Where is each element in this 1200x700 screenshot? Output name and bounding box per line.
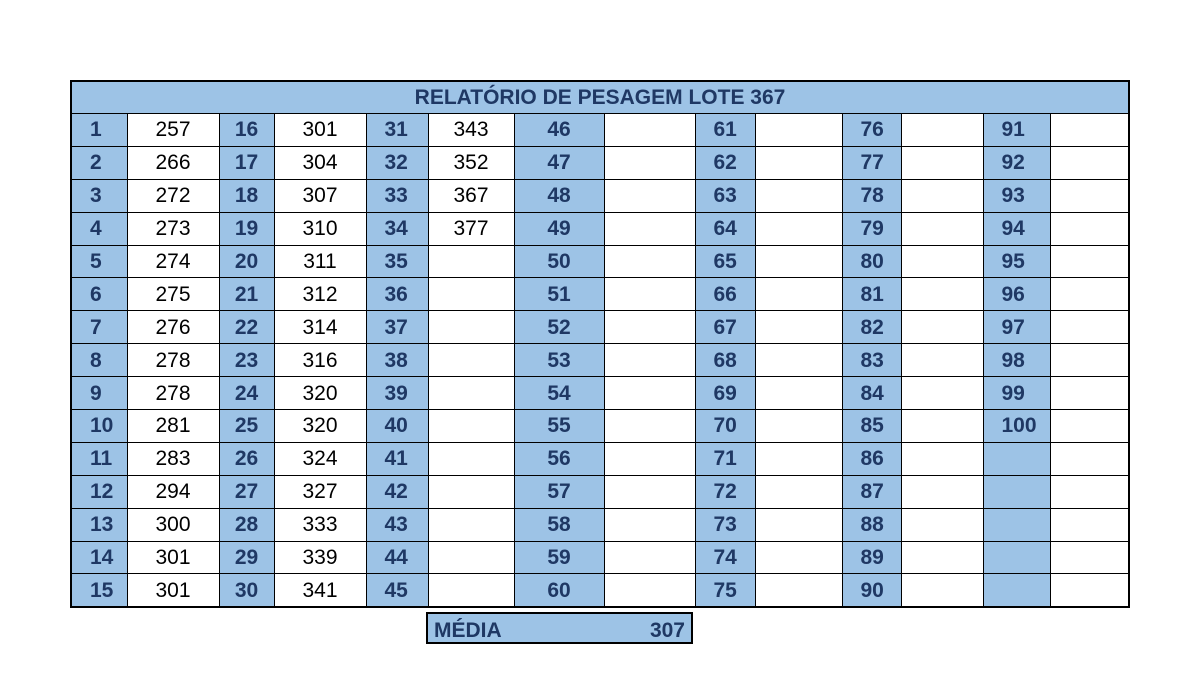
weight-cell: 320 bbox=[274, 377, 366, 410]
weight-cell bbox=[428, 541, 514, 574]
empty-number-cell bbox=[983, 574, 1050, 607]
empty-number-cell bbox=[983, 508, 1050, 541]
animal-number: 68 bbox=[695, 344, 755, 377]
animal-number: 71 bbox=[695, 442, 755, 475]
animal-number: 12 bbox=[71, 475, 127, 508]
weight-cell: 304 bbox=[274, 146, 366, 179]
animal-number: 2 bbox=[71, 146, 127, 179]
table-row bbox=[71, 541, 1129, 574]
weight-cell bbox=[1050, 114, 1129, 147]
weight-cell bbox=[901, 541, 983, 574]
animal-number: 48 bbox=[514, 179, 604, 212]
animal-number: 95 bbox=[983, 245, 1050, 278]
weight-cell bbox=[428, 278, 514, 311]
weight-cell bbox=[428, 311, 514, 344]
animal-number: 77 bbox=[842, 146, 901, 179]
weight-cell: 320 bbox=[274, 410, 366, 443]
animal-number: 17 bbox=[219, 146, 274, 179]
weight-cell bbox=[901, 179, 983, 212]
weight-cell bbox=[604, 574, 695, 607]
table-row bbox=[71, 574, 1129, 607]
animal-number: 15 bbox=[71, 574, 127, 607]
animal-number: 16 bbox=[219, 114, 274, 147]
animal-number: 3 bbox=[71, 179, 127, 212]
empty-number-cell bbox=[983, 475, 1050, 508]
weight-cell bbox=[901, 212, 983, 245]
weight-cell: 294 bbox=[127, 475, 219, 508]
weight-cell: 283 bbox=[127, 442, 219, 475]
average-box bbox=[426, 612, 693, 644]
empty-weight-cell bbox=[1050, 508, 1129, 541]
animal-number: 65 bbox=[695, 245, 755, 278]
weight-cell bbox=[428, 574, 514, 607]
animal-number: 21 bbox=[219, 278, 274, 311]
weight-cell bbox=[1050, 146, 1129, 179]
weight-cell bbox=[755, 114, 842, 147]
weight-cell bbox=[901, 114, 983, 147]
animal-number: 25 bbox=[219, 410, 274, 443]
animal-number: 42 bbox=[366, 475, 428, 508]
animal-number: 13 bbox=[71, 508, 127, 541]
weight-cell: 301 bbox=[274, 114, 366, 147]
animal-number: 27 bbox=[219, 475, 274, 508]
weight-cell: 327 bbox=[274, 475, 366, 508]
weight-cell bbox=[901, 410, 983, 443]
animal-number: 99 bbox=[983, 377, 1050, 410]
weight-cell bbox=[428, 475, 514, 508]
animal-number: 83 bbox=[842, 344, 901, 377]
animal-number: 94 bbox=[983, 212, 1050, 245]
weight-cell bbox=[1050, 179, 1129, 212]
weight-cell bbox=[755, 245, 842, 278]
table-row bbox=[71, 146, 1129, 179]
weight-cell bbox=[1050, 278, 1129, 311]
animal-number: 38 bbox=[366, 344, 428, 377]
weight-cell: 301 bbox=[127, 574, 219, 607]
weight-cell bbox=[901, 146, 983, 179]
table-row bbox=[71, 212, 1129, 245]
animal-number: 93 bbox=[983, 179, 1050, 212]
average-value: 307 bbox=[649, 619, 685, 642]
weight-cell bbox=[755, 344, 842, 377]
weight-cell bbox=[428, 377, 514, 410]
weight-cell bbox=[901, 508, 983, 541]
weight-cell: 324 bbox=[274, 442, 366, 475]
weight-cell: 307 bbox=[274, 179, 366, 212]
weight-cell bbox=[604, 245, 695, 278]
animal-number: 14 bbox=[71, 541, 127, 574]
animal-number: 53 bbox=[514, 344, 604, 377]
weight-cell bbox=[755, 311, 842, 344]
animal-number: 37 bbox=[366, 311, 428, 344]
weight-cell: 266 bbox=[127, 146, 219, 179]
empty-number-cell bbox=[983, 541, 1050, 574]
animal-number: 34 bbox=[366, 212, 428, 245]
animal-number: 52 bbox=[514, 311, 604, 344]
animal-number: 67 bbox=[695, 311, 755, 344]
animal-number: 32 bbox=[366, 146, 428, 179]
animal-number: 66 bbox=[695, 278, 755, 311]
animal-number: 26 bbox=[219, 442, 274, 475]
weight-cell: 257 bbox=[127, 114, 219, 147]
empty-weight-cell bbox=[1050, 442, 1129, 475]
animal-number: 19 bbox=[219, 212, 274, 245]
weight-cell: 316 bbox=[274, 344, 366, 377]
animal-number: 86 bbox=[842, 442, 901, 475]
weight-cell bbox=[604, 442, 695, 475]
weight-cell bbox=[604, 278, 695, 311]
animal-number: 56 bbox=[514, 442, 604, 475]
weight-cell bbox=[428, 508, 514, 541]
animal-number: 70 bbox=[695, 410, 755, 443]
animal-number: 33 bbox=[366, 179, 428, 212]
animal-number: 40 bbox=[366, 410, 428, 443]
table-row bbox=[71, 179, 1129, 212]
animal-number: 88 bbox=[842, 508, 901, 541]
weight-cell bbox=[755, 179, 842, 212]
animal-number: 22 bbox=[219, 311, 274, 344]
weight-cell: 278 bbox=[127, 377, 219, 410]
weight-cell bbox=[604, 212, 695, 245]
weight-cell bbox=[604, 475, 695, 508]
table-row bbox=[71, 508, 1129, 541]
empty-weight-cell bbox=[1050, 574, 1129, 607]
weight-cell: 310 bbox=[274, 212, 366, 245]
weight-cell bbox=[604, 377, 695, 410]
weight-cell bbox=[901, 475, 983, 508]
weight-cell bbox=[901, 442, 983, 475]
animal-number: 96 bbox=[983, 278, 1050, 311]
animal-number: 74 bbox=[695, 541, 755, 574]
animal-number: 28 bbox=[219, 508, 274, 541]
weight-cell bbox=[428, 344, 514, 377]
animal-number: 51 bbox=[514, 278, 604, 311]
animal-number: 55 bbox=[514, 410, 604, 443]
weight-cell bbox=[901, 377, 983, 410]
animal-number: 11 bbox=[71, 442, 127, 475]
animal-number: 24 bbox=[219, 377, 274, 410]
weight-cell bbox=[428, 245, 514, 278]
animal-number: 45 bbox=[366, 574, 428, 607]
animal-number: 100 bbox=[983, 410, 1050, 443]
weight-cell bbox=[1050, 410, 1129, 443]
weight-cell bbox=[755, 508, 842, 541]
weight-cell bbox=[428, 442, 514, 475]
weight-cell: 352 bbox=[428, 146, 514, 179]
animal-number: 41 bbox=[366, 442, 428, 475]
animal-number: 58 bbox=[514, 508, 604, 541]
weight-cell bbox=[755, 475, 842, 508]
weight-cell bbox=[755, 377, 842, 410]
animal-number: 63 bbox=[695, 179, 755, 212]
animal-number: 98 bbox=[983, 344, 1050, 377]
animal-number: 46 bbox=[514, 114, 604, 147]
weight-cell: 281 bbox=[127, 410, 219, 443]
animal-number: 61 bbox=[695, 114, 755, 147]
empty-weight-cell bbox=[1050, 475, 1129, 508]
animal-number: 31 bbox=[366, 114, 428, 147]
weight-cell bbox=[755, 574, 842, 607]
animal-number: 43 bbox=[366, 508, 428, 541]
weight-cell bbox=[604, 179, 695, 212]
animal-number: 1 bbox=[71, 114, 127, 147]
weight-cell: 333 bbox=[274, 508, 366, 541]
animal-number: 6 bbox=[71, 278, 127, 311]
animal-number: 59 bbox=[514, 541, 604, 574]
empty-number-cell bbox=[983, 442, 1050, 475]
animal-number: 5 bbox=[71, 245, 127, 278]
weight-cell bbox=[604, 541, 695, 574]
table-row bbox=[71, 311, 1129, 344]
weight-cell bbox=[755, 541, 842, 574]
table-row bbox=[71, 114, 1129, 147]
animal-number: 69 bbox=[695, 377, 755, 410]
table-row bbox=[71, 344, 1129, 377]
animal-number: 60 bbox=[514, 574, 604, 607]
weight-cell: 300 bbox=[127, 508, 219, 541]
average-label: MÉDIA bbox=[434, 619, 502, 642]
table-row bbox=[71, 278, 1129, 311]
animal-number: 85 bbox=[842, 410, 901, 443]
weight-cell bbox=[755, 278, 842, 311]
animal-number: 75 bbox=[695, 574, 755, 607]
weight-cell bbox=[1050, 311, 1129, 344]
animal-number: 44 bbox=[366, 541, 428, 574]
table-row bbox=[71, 475, 1129, 508]
weight-cell bbox=[901, 245, 983, 278]
animal-number: 18 bbox=[219, 179, 274, 212]
table-row bbox=[71, 442, 1129, 475]
animal-number: 82 bbox=[842, 311, 901, 344]
weight-cell: 343 bbox=[428, 114, 514, 147]
weight-cell: 273 bbox=[127, 212, 219, 245]
weight-cell: 274 bbox=[127, 245, 219, 278]
weight-cell: 272 bbox=[127, 179, 219, 212]
report-title: RELATÓRIO DE PESAGEM LOTE 367 bbox=[71, 81, 1129, 114]
weight-cell bbox=[604, 410, 695, 443]
weight-cell bbox=[1050, 344, 1129, 377]
animal-number: 47 bbox=[514, 146, 604, 179]
animal-number: 9 bbox=[71, 377, 127, 410]
animal-number: 81 bbox=[842, 278, 901, 311]
weight-cell: 341 bbox=[274, 574, 366, 607]
animal-number: 29 bbox=[219, 541, 274, 574]
animal-number: 36 bbox=[366, 278, 428, 311]
table-row bbox=[71, 377, 1129, 410]
weight-cell bbox=[901, 278, 983, 311]
weight-cell: 339 bbox=[274, 541, 366, 574]
weight-cell bbox=[1050, 212, 1129, 245]
animal-number: 8 bbox=[71, 344, 127, 377]
animal-number: 64 bbox=[695, 212, 755, 245]
weight-cell: 312 bbox=[274, 278, 366, 311]
animal-number: 62 bbox=[695, 146, 755, 179]
weight-cell: 276 bbox=[127, 311, 219, 344]
animal-number: 90 bbox=[842, 574, 901, 607]
animal-number: 84 bbox=[842, 377, 901, 410]
weight-cell bbox=[1050, 377, 1129, 410]
weight-cell: 301 bbox=[127, 541, 219, 574]
animal-number: 72 bbox=[695, 475, 755, 508]
animal-number: 7 bbox=[71, 311, 127, 344]
animal-number: 79 bbox=[842, 212, 901, 245]
animal-number: 92 bbox=[983, 146, 1050, 179]
animal-number: 23 bbox=[219, 344, 274, 377]
weight-cell bbox=[604, 344, 695, 377]
animal-number: 97 bbox=[983, 311, 1050, 344]
weight-cell bbox=[755, 442, 842, 475]
weight-cell bbox=[755, 212, 842, 245]
weight-cell: 314 bbox=[274, 311, 366, 344]
weight-cell bbox=[428, 410, 514, 443]
weighing-report-table bbox=[70, 80, 1130, 608]
animal-number: 50 bbox=[514, 245, 604, 278]
animal-number: 89 bbox=[842, 541, 901, 574]
weight-cell: 377 bbox=[428, 212, 514, 245]
weight-cell bbox=[604, 114, 695, 147]
weight-cell bbox=[901, 344, 983, 377]
animal-number: 76 bbox=[842, 114, 901, 147]
weight-cell bbox=[901, 311, 983, 344]
animal-number: 54 bbox=[514, 377, 604, 410]
table-row bbox=[71, 410, 1129, 443]
weight-cell: 275 bbox=[127, 278, 219, 311]
weight-cell bbox=[1050, 245, 1129, 278]
weight-cell: 278 bbox=[127, 344, 219, 377]
weight-cell: 311 bbox=[274, 245, 366, 278]
animal-number: 20 bbox=[219, 245, 274, 278]
animal-number: 78 bbox=[842, 179, 901, 212]
weight-cell: 367 bbox=[428, 179, 514, 212]
weight-cell bbox=[604, 508, 695, 541]
animal-number: 80 bbox=[842, 245, 901, 278]
animal-number: 49 bbox=[514, 212, 604, 245]
animal-number: 57 bbox=[514, 475, 604, 508]
animal-number: 91 bbox=[983, 114, 1050, 147]
weight-cell bbox=[604, 146, 695, 179]
animal-number: 10 bbox=[71, 410, 127, 443]
table-row bbox=[71, 245, 1129, 278]
weight-cell bbox=[604, 311, 695, 344]
animal-number: 35 bbox=[366, 245, 428, 278]
empty-weight-cell bbox=[1050, 541, 1129, 574]
weight-cell bbox=[901, 574, 983, 607]
animal-number: 4 bbox=[71, 212, 127, 245]
weight-cell bbox=[755, 146, 842, 179]
animal-number: 73 bbox=[695, 508, 755, 541]
weight-cell bbox=[755, 410, 842, 443]
animal-number: 39 bbox=[366, 377, 428, 410]
animal-number: 87 bbox=[842, 475, 901, 508]
animal-number: 30 bbox=[219, 574, 274, 607]
